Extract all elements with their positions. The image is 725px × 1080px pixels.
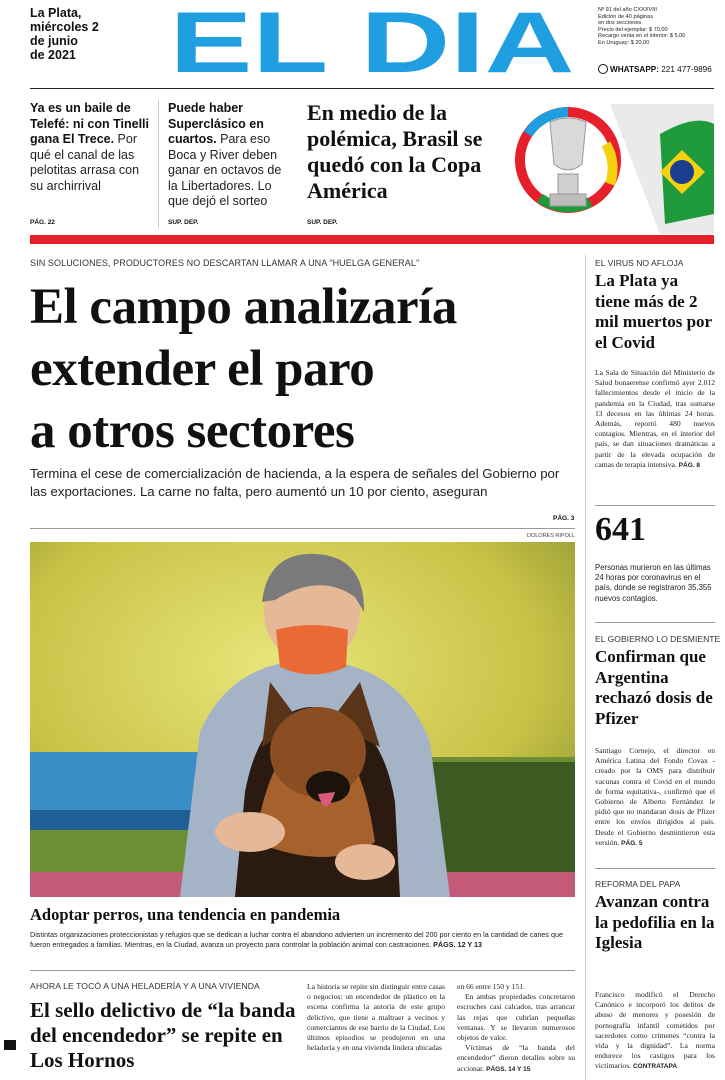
covid-text: La Sala de Situación del Ministerio de Salud bonaerense confirmó ayer 2.012 fallecimientos desde el inicio de la pandemia en la Ciudad, tras sumarse 13 decesos en las últimas 24 horas. Además, reportó 480 nuevos contagios. Mientras, en el interior del país, se dan situaciones dramáticas a partir de la elevada ocupación de camas de terapia intensiva. PÁG. 8: [595, 368, 715, 469]
cup-headline[interactable]: En medio de la polémica, Brasil se quedó con la Copa América: [307, 100, 483, 203]
col2-paragraph: En ambas propiedades concretaron escruches casi calcados, tras arrancar las rejas que cubrían pequeñas ventanas. Y se llevaron numerosos objetos de valor.: [457, 992, 575, 1043]
main-kicker: SIN SOLUCIONES, PRODUCTORES NO DESCARTAN LLAMAR A UNA “HUELGA GENERAL”: [30, 258, 420, 268]
logo-text: EL DIA: [169, 8, 575, 76]
date-line: La Plata,: [30, 6, 82, 20]
info-line: Edición de 40 páginas: [598, 13, 654, 20]
edition-info: [598, 7, 720, 46]
pfizer-headline[interactable]: Confirman que Argentina rechazó dosis de Pfizer: [595, 647, 713, 728]
cup-page: SUP. DEP.: [307, 219, 338, 226]
teaser-bold: Ya es un baile de Telefé: ni con Tinelli gana El Trece.: [30, 101, 150, 146]
info-line: en dos secciones: [598, 20, 642, 26]
teaser-telefe[interactable]: [30, 101, 152, 194]
photo-text-body: Distintas organizaciones proteccionistas y refugios que se dedican a luchar contra el abandono advierten un incremento del 200 por ciento en la cantidad de canes que fueron entregados a familias. Mientras, en la Ciudad, avanza un proyecto para controlar la población animal con castraciones.: [30, 930, 564, 949]
edition-date: [30, 6, 140, 62]
teaser-text: Para eso Boca y River deben ganar en octavos de la Libertadores. Lo que dejó el sorteo: [168, 132, 282, 208]
sidebar-rule: [595, 622, 715, 623]
info-line: Nº 91 del año CXXXVIII: [598, 7, 657, 13]
info-line: En Uruguay: $ 20,00: [598, 39, 650, 46]
sidebar-rule: [595, 505, 715, 506]
woman-with-dog-photo: [30, 542, 575, 897]
death-count-number: 641: [595, 511, 646, 548]
photo-page: PÁGS. 12 Y 13: [433, 939, 483, 949]
info-line: Recargo venta en el interior: $ 5,00: [598, 33, 686, 39]
photo-caption-headline[interactable]: Adoptar perros, una tendencia en pandemia: [30, 905, 341, 924]
sidebar-divider: [585, 255, 586, 1080]
main-headline-line: El campo analizaría: [30, 279, 457, 335]
whatsapp-contact: [598, 64, 723, 74]
bottom-divider: [30, 970, 575, 971]
bottom-headline[interactable]: El sello delictivo de “la banda del encendedor” se repite en Los Hornos: [30, 998, 296, 1072]
teaser-page: SUP. DEP.: [168, 219, 199, 226]
sidebar-rule: [595, 868, 715, 869]
main-subhead: Termina el cese de comercialización de hacienda, a la espera de señales del Gobierno por las exportaciones. La carne no falta, pero aumentó un 10 por ciento, aseguran: [30, 466, 560, 499]
page-marker: [4, 1040, 16, 1050]
teaser-superclasico[interactable]: [168, 101, 293, 210]
pfizer-page: PÁG. 5: [621, 839, 643, 847]
col2-paragraph: Víctimas de “la banda del encendedor” dieron detalles sobre su accionar. PÁGS. 14 Y 15: [457, 1043, 575, 1073]
main-headline-line: extender el paro: [30, 341, 375, 397]
info-line: Precio del ejemplar: $ 70,00: [598, 26, 668, 33]
photo-caption-text: [30, 930, 575, 949]
main-page: PÁG. 3: [553, 515, 575, 522]
papa-kicker: REFORMA DEL PAPA: [595, 879, 681, 889]
el-dia-logo: [165, 8, 580, 76]
teaser-bold: Puede haber Superclásico en cuartos.: [168, 101, 264, 146]
col2-paragraph: en 66 entre 150 y 151.: [457, 982, 525, 991]
whatsapp-label: WHATSAPP:: [610, 65, 659, 74]
teaser-page: PÁG. 22: [30, 219, 55, 226]
date-line: miércoles 2: [30, 20, 99, 34]
covid-kicker: EL VIRUS NO AFLOJA: [595, 258, 684, 268]
teaser-text: Por qué el canal de las pelotitas arrasa con su archirrival: [30, 132, 140, 193]
date-line: de junio: [30, 34, 78, 48]
main-headline-line: a otros sectores: [30, 403, 355, 459]
date-line: de 2021: [30, 48, 76, 62]
copa-america-trophy-image: [510, 94, 714, 234]
pfizer-text: Santiago Cornejo, el director en América Latina del Fondo Covax -creado por la OMS para distribuir vacunas contra el Covid en el mundo de forma equitativa-, confirmó que el Gobierno de Alberto Fernández le pidió que no mandaran dosis de Pfizer entre los envíos dirigidos al país. Desde el Gobierno desmintieron esta versión. PÁG. 5: [595, 746, 715, 847]
papa-headline[interactable]: Avanzan contra la pedofilia en la Iglesia: [595, 892, 715, 952]
main-divider: [30, 528, 575, 529]
bottom-page: PÁGS. 14 Y 15: [486, 1065, 531, 1073]
column-divider: [158, 100, 159, 228]
whatsapp-number: 221 477-9896: [661, 65, 712, 74]
masthead-divider: [30, 88, 714, 89]
main-headline[interactable]: [30, 276, 590, 462]
section-red-bar: [30, 235, 714, 244]
covid-headline[interactable]: La Plata ya tiene más de 2 mil muertos por el Covid: [595, 271, 712, 352]
photo-credit: DOLORES RIPOLL: [527, 533, 575, 539]
covid-page: PÁG. 8: [678, 461, 701, 469]
pfizer-kicker: EL GOBIERNO LO DESMIENTE: [595, 634, 721, 644]
bottom-kicker: AHORA LE TOCÓ A UNA HELADERÍA Y A UNA VIVIENDA: [30, 981, 260, 991]
papa-page: CONTRATAPA: [632, 1063, 678, 1071]
bottom-column-1: La historia se repite sin distinguir entre casas o negocios: un encendedor de plástico en la escena confirma la autoría de este grupo delictivo, que tiene a maltraer a vecinos y comerciantes de ese barrio de la Ciudad. Los últimos episodios se produjeron en una heladería y en una vivienda lindera ubicadas: [307, 982, 445, 1053]
whatsapp-icon: [598, 64, 608, 74]
papa-text: Francisco modificó el Derecho Canónico e incorporó los delitos de abuso de menores y posesión de pornografía infantil cometidos por sacerdotes como crímenes “contra la vida y la dignidad”. La norma endurece los castigos para los victimarios. CONTRATAPA: [595, 990, 715, 1071]
bottom-column-2: [457, 982, 575, 1075]
death-count-text: Personas murieron en las últimas 24 horas por coronavirus en el país, donde se registraron 35.355 nuevos contagios.: [595, 563, 712, 603]
